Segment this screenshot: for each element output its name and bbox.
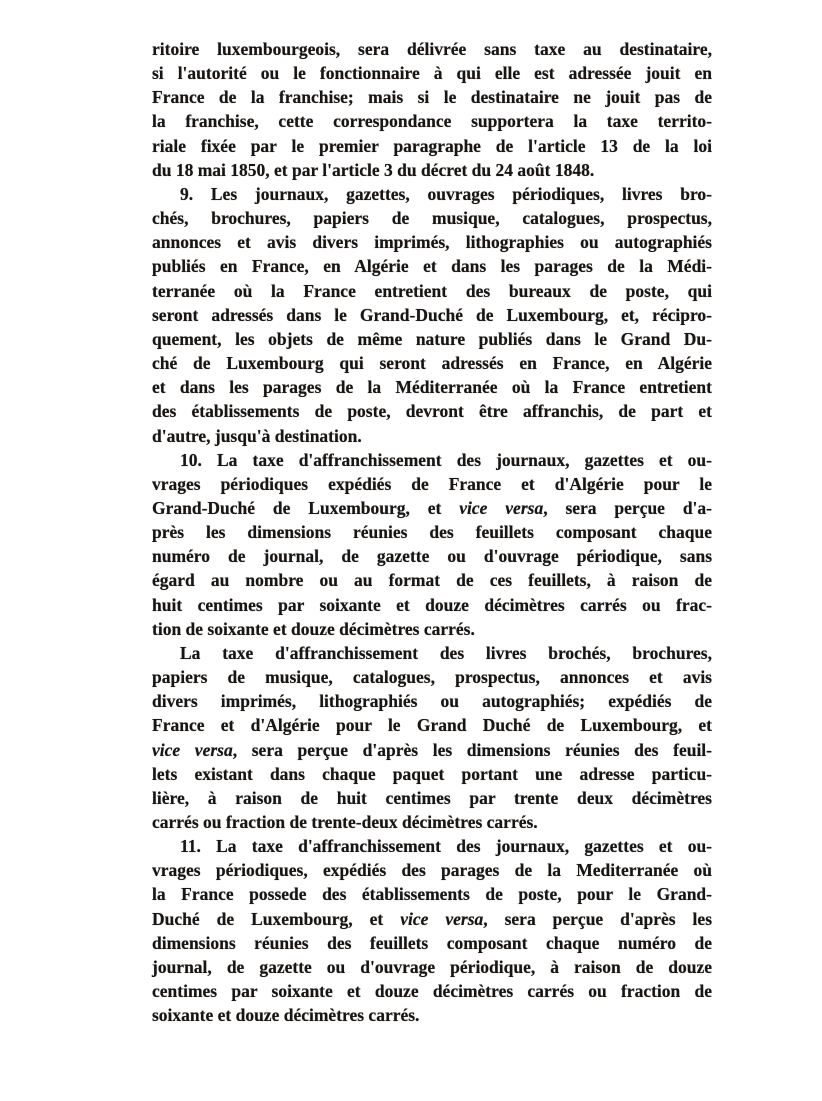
text-line: France de la franchise; mais si le destinataire ne jouit pas de	[152, 87, 712, 108]
text-line: ritoire luxembourgeois, sera délivrée sans taxe au destinataire,	[152, 39, 712, 59]
text-line: 11. La taxe d'affranchissement des journaux, gazettes et ou-	[180, 836, 712, 857]
text-segment: Duché de Luxembourg, et	[152, 908, 401, 929]
text-line: des établissements de poste, devront être affranchis, de part et	[152, 401, 712, 422]
text-line: du 18 mai 1850, et par l'article 3 du décret du 24 août 1848.	[152, 159, 595, 180]
text-line: vrages périodiques expédiés de France et d'Algérie pour le	[152, 473, 712, 494]
text-line: carrés ou fraction de trente-deux décimètres carrés.	[152, 812, 538, 832]
text-line: d'autre, jusqu'à destination.	[152, 425, 362, 446]
text-line: huit centimes par soixante et douze décimètres carrés ou frac-	[152, 594, 712, 615]
text-line: égard au nombre ou au format de ces feuillets, à raison de	[152, 570, 712, 591]
text-line: ché de Luxembourg qui seront adressés en France, en Algérie	[152, 353, 712, 374]
text-line: près les dimensions réunies des feuillets composant chaque	[152, 522, 712, 543]
paragraph-article-9	[152, 182, 712, 448]
paragraph-article-10	[152, 448, 712, 641]
text-line: annonces et avis divers imprimés, lithographies ou autographiés	[152, 232, 712, 253]
text-line: quement, les objets de même nature publiés dans le Grand Du-	[152, 328, 712, 349]
text-line	[152, 907, 712, 931]
text-line: si l'autorité ou le fonctionnaire à qui elle est adressée jouit en	[152, 63, 712, 84]
text-line: centimes par soixante et douze décimètres carrés ou fraction de	[152, 981, 712, 1002]
text-line: lets existant dans chaque paquet portant une adresse particu-	[152, 763, 712, 784]
text-line	[152, 496, 712, 520]
text-line: riale fixée par le premier paragraphe de l'article 13 de la loi	[152, 135, 712, 156]
text-line: La taxe d'affranchissement des livres brochés, brochures,	[180, 642, 712, 663]
text-segment: , sera perçue d'après les	[483, 908, 713, 929]
text-line: publiés en France, en Algérie et dans les parages de la Médi-	[152, 256, 712, 277]
text-line: France et d'Algérie pour le Grand Duché de Luxembourg, et	[152, 715, 712, 736]
text-line: la franchise, cette correspondance supportera la taxe territo-	[152, 111, 712, 132]
text-line: journal, de gazette ou d'ouvrage périodique, à raison de douze	[152, 956, 712, 977]
paragraph-article-11	[152, 834, 712, 1027]
text-line: dimensions réunies des feuillets composant chaque numéro de	[152, 932, 712, 953]
text-line: divers imprimés, lithographiés ou autographiés; expédiés de	[152, 691, 712, 712]
text-line: terranée où la France entretient des bureaux de poste, qui	[152, 280, 712, 301]
text-line: chés, brochures, papiers de musique, catalogues, prospectus,	[152, 208, 712, 229]
text-line: papiers de musique, catalogues, prospectus, annonces et avis	[152, 667, 712, 688]
text-line: seront adressés dans le Grand-Duché de Luxembourg, et, récipro-	[152, 304, 712, 325]
text-segment: Grand-Duché de Luxembourg, et	[152, 497, 460, 518]
text-line	[152, 738, 712, 762]
text-line: et dans les parages de la Méditerranée où la France entretient	[152, 377, 712, 398]
text-line: soixante et douze décimètres carrés.	[152, 1005, 420, 1026]
text-line: numéro de journal, de gazette ou d'ouvrage périodique, sans	[152, 546, 712, 567]
paragraph-continuation-article-8	[152, 37, 712, 182]
text-segment: , sera perçue d'a-	[543, 497, 712, 518]
text-line: lière, à raison de huit centimes par trente deux décimètres	[152, 787, 712, 808]
text-line: 9. Les journaux, gazettes, ouvrages périodiques, livres bro-	[180, 183, 712, 204]
italic-text: vice versa	[459, 497, 544, 518]
paragraph-paragraph-livres-broches	[152, 641, 712, 834]
italic-text: vice versa	[400, 908, 484, 929]
document-text	[152, 37, 712, 1027]
text-line: 10. La taxe d'affranchissement des journaux, gazettes et ou-	[180, 449, 712, 470]
italic-text: vice versa	[152, 739, 233, 760]
text-segment: , sera perçue d'après les dimensions réunies des feuil-	[232, 739, 712, 760]
text-line: tion de soixante et douze décimètres carrés.	[152, 618, 475, 639]
text-line: vrages périodiques, expédiés des parages de la Mediterranée où	[152, 860, 712, 881]
text-line: la France possede des établissements de poste, pour le Grand-	[152, 884, 712, 905]
